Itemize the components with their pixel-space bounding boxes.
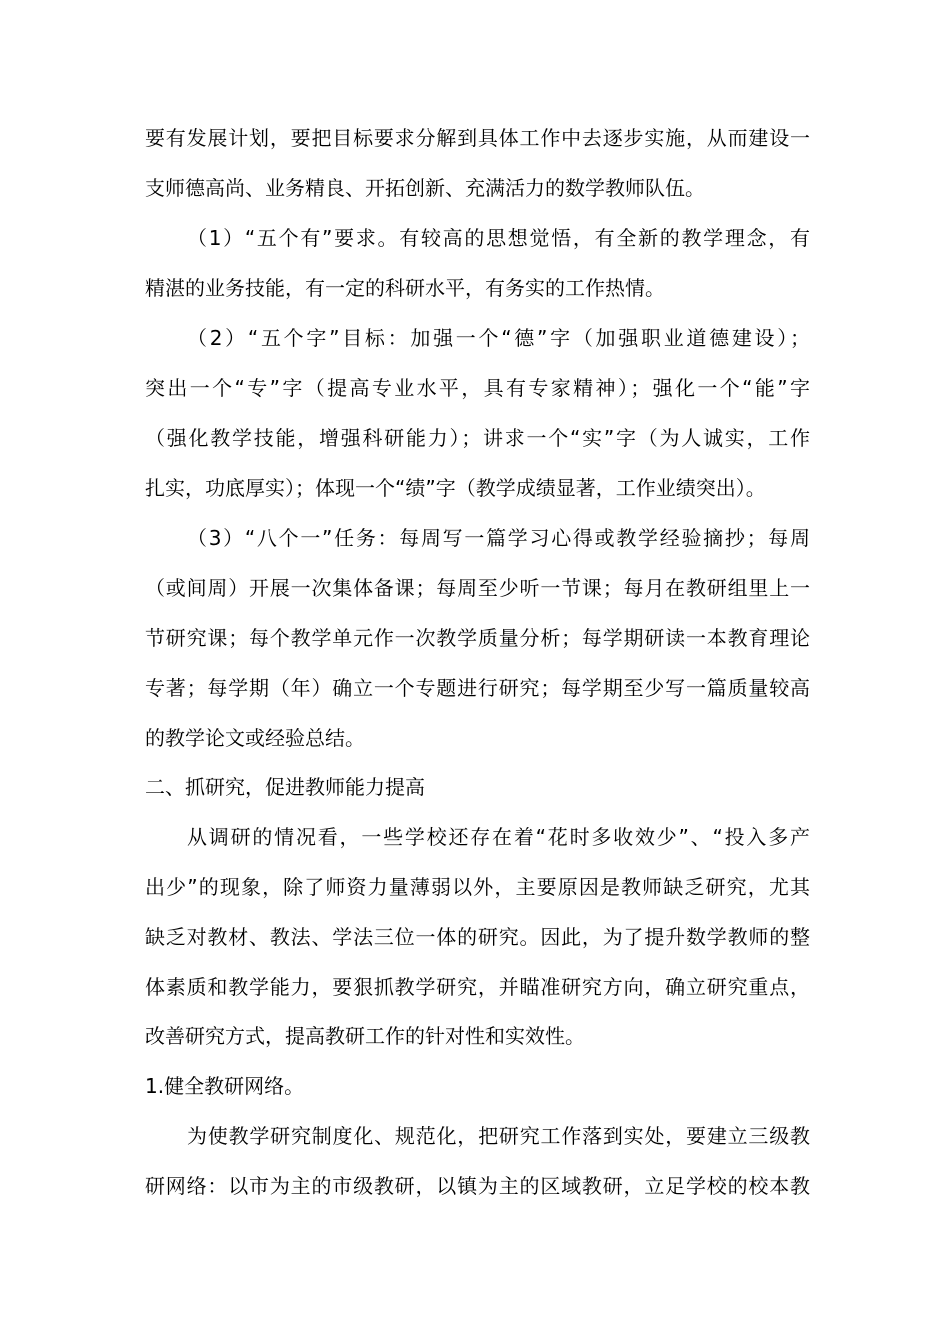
text-line: 扎实，功底厚实）；体现一个“绩”字（教学成绩显著，工作业绩突出）。 <box>145 476 766 500</box>
text-line: 从调研的情况看，一些学校还存在着“花时多收效少”、“投入多产 <box>187 825 810 849</box>
text-line: 要有发展计划，要把目标要求分解到具体工作中去逐步实施，从而建设一 <box>145 126 810 150</box>
text-line: （或间周）开展一次集体备课；每周至少听一节课；每月在教研组里上一 <box>145 576 810 600</box>
text-line: 突出一个“专”字（提高专业水平，具有专家精神）；强化一个“能”字 <box>145 376 810 400</box>
text-line: （3）“八个一”任务：每周写一篇学习心得或教学经验摘抄；每周 <box>187 526 810 550</box>
text-line: 缺乏对教材、教法、学法三位一体的研究。因此，为了提升数学教师的整 <box>145 925 810 949</box>
subsection-heading: 1.健全教研网络。 <box>145 1074 305 1098</box>
text-line: 的教学论文或经验总结。 <box>145 726 365 750</box>
text-line: 改善研究方式，提高教研工作的针对性和实效性。 <box>145 1024 585 1048</box>
text-line: 节研究课；每个教学单元作一次教学质量分析；每学期研读一本教育理论 <box>145 626 810 650</box>
text-line: （2）“五个字”目标：加强一个“德”字（加强职业道德建设）； <box>187 326 810 350</box>
text-line: （强化教学技能，增强科研能力）；讲求一个“实”字（为人诚实，工作 <box>145 426 810 450</box>
text-line: 体素质和教学能力，要狠抓教学研究，并瞄准研究方向，确立研究重点， <box>145 975 810 999</box>
text-line: 精湛的业务技能，有一定的科研水平，有务实的工作热情。 <box>145 276 665 300</box>
text-line: 支师德高尚、业务精良、开拓创新、充满活力的数学教师队伍。 <box>145 176 705 200</box>
text-line: 专著；每学期（年）确立一个专题进行研究；每学期至少写一篇质量较高 <box>145 676 810 700</box>
section-heading: 二、抓研究，促进教师能力提高 <box>145 775 425 799</box>
text-line: 出少”的现象，除了师资力量薄弱以外，主要原因是教师缺乏研究，尤其 <box>145 875 810 899</box>
text-line: （1）“五个有”要求。有较高的思想觉悟，有全新的教学理念，有 <box>187 226 810 250</box>
text-line: 为使教学研究制度化、规范化，把研究工作落到实处，要建立三级教 <box>187 1124 810 1148</box>
text-line: 研网络：以市为主的市级教研，以镇为主的区域教研，立足学校的校本教 <box>145 1174 810 1198</box>
